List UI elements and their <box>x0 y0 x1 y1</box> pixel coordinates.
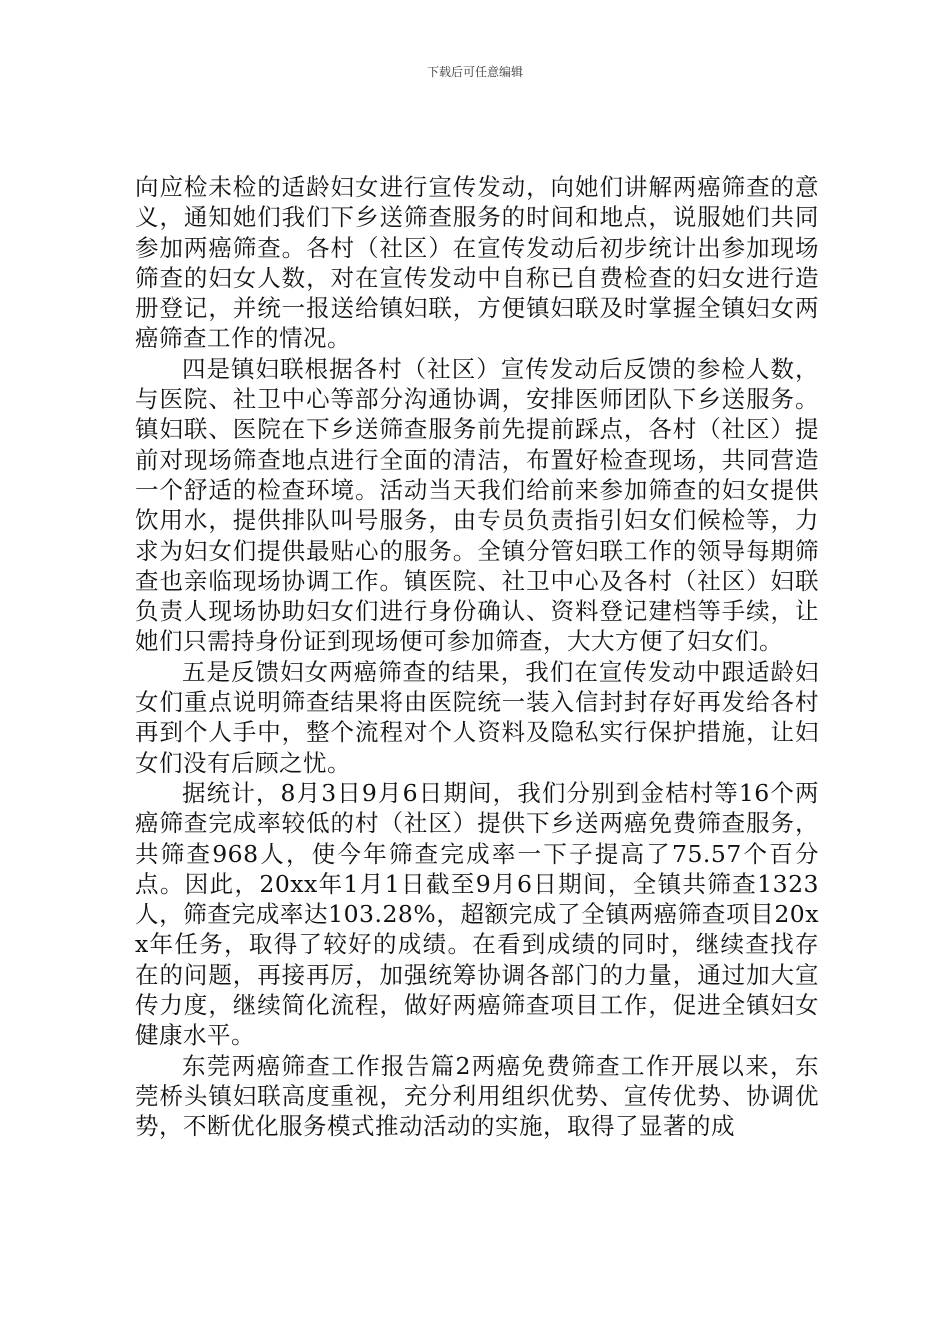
document-body <box>135 172 819 1142</box>
paragraph: 四是镇妇联根据各村（社区）宣传发动后反馈的参检人数，与医院、社卫中心等部分沟通协调，安排医师团队下乡送服务。镇妇联、医院在下乡送筛查服务前先提前踩点，各村（社区）提前对现场筛查地点进行全面的清洁，布置好检查现场，共同营造一个舒适的检查环境。活动当天我们给前来参加筛查的妇女提供饮用水，提供排队叫号服务，由专员负责指引妇女们候检等，力求为妇女们提供最贴心的服务。全镇分管妇联工作的领导每期筛查也亲临现场协调工作。镇医院、社卫中心及各村（社区）妇联负责人现场协助妇女们进行身份确认、资料登记建档等手续，让她们只需持身份证到现场便可参加筛查，大大方便了妇女们。 <box>135 354 819 656</box>
paragraph: 五是反馈妇女两癌筛查的结果，我们在宣传发动中跟适龄妇女们重点说明筛查结果将由医院统一装入信封封存好再发给各村再到个人手中，整个流程对个人资料及隐私实行保护措施，让妇女们没有后顾之忧。 <box>135 657 819 777</box>
paragraph: 向应检未检的适龄妇女进行宣传发动，向她们讲解两癌筛查的意义，通知她们我们下乡送筛查服务的时间和地点，说服她们共同参加两癌筛查。各村（社区）在宣传发动后初步统计出参加现场筛查的妇女人数，对在宣传发动中自称已自费检查的妇女进行造册登记，并统一报送给镇妇联，方便镇妇联及时掌握全镇妇女两癌筛查工作的情况。 <box>135 173 819 353</box>
page-header-note: 下载后可任意编辑 <box>426 65 523 79</box>
paragraph: 据统计，8月3日9月6日期间，我们分别到金桔村等16个两癌筛查完成率较低的村（社区）提供下乡送两癌免费筛查服务，共筛查968人，使今年筛查完成率一下子提高了75.57个百分点。因此，20xx年1月1日截至9月6日期间，全镇共筛查1323人，筛查完成率达103.28%，超额完成了全镇两癌筛查项目20xx年任务，取得了较好的成绩。在看到成绩的同时，继续查找存在的问题，再接再厉，加强统筹协调各部门的力量，通过加大宣传力度，继续简化流程，做好两癌筛查项目工作，促进全镇妇女健康水平。 <box>135 778 819 1050</box>
paragraph: 东莞两癌筛查工作报告篇2两癌免费筛查工作开展以来，东莞桥头镇妇联高度重视，充分利用组织优势、宣传优势、协调优势，不断优化服务模式推动活动的实施，取得了显著的成 <box>135 1051 819 1141</box>
